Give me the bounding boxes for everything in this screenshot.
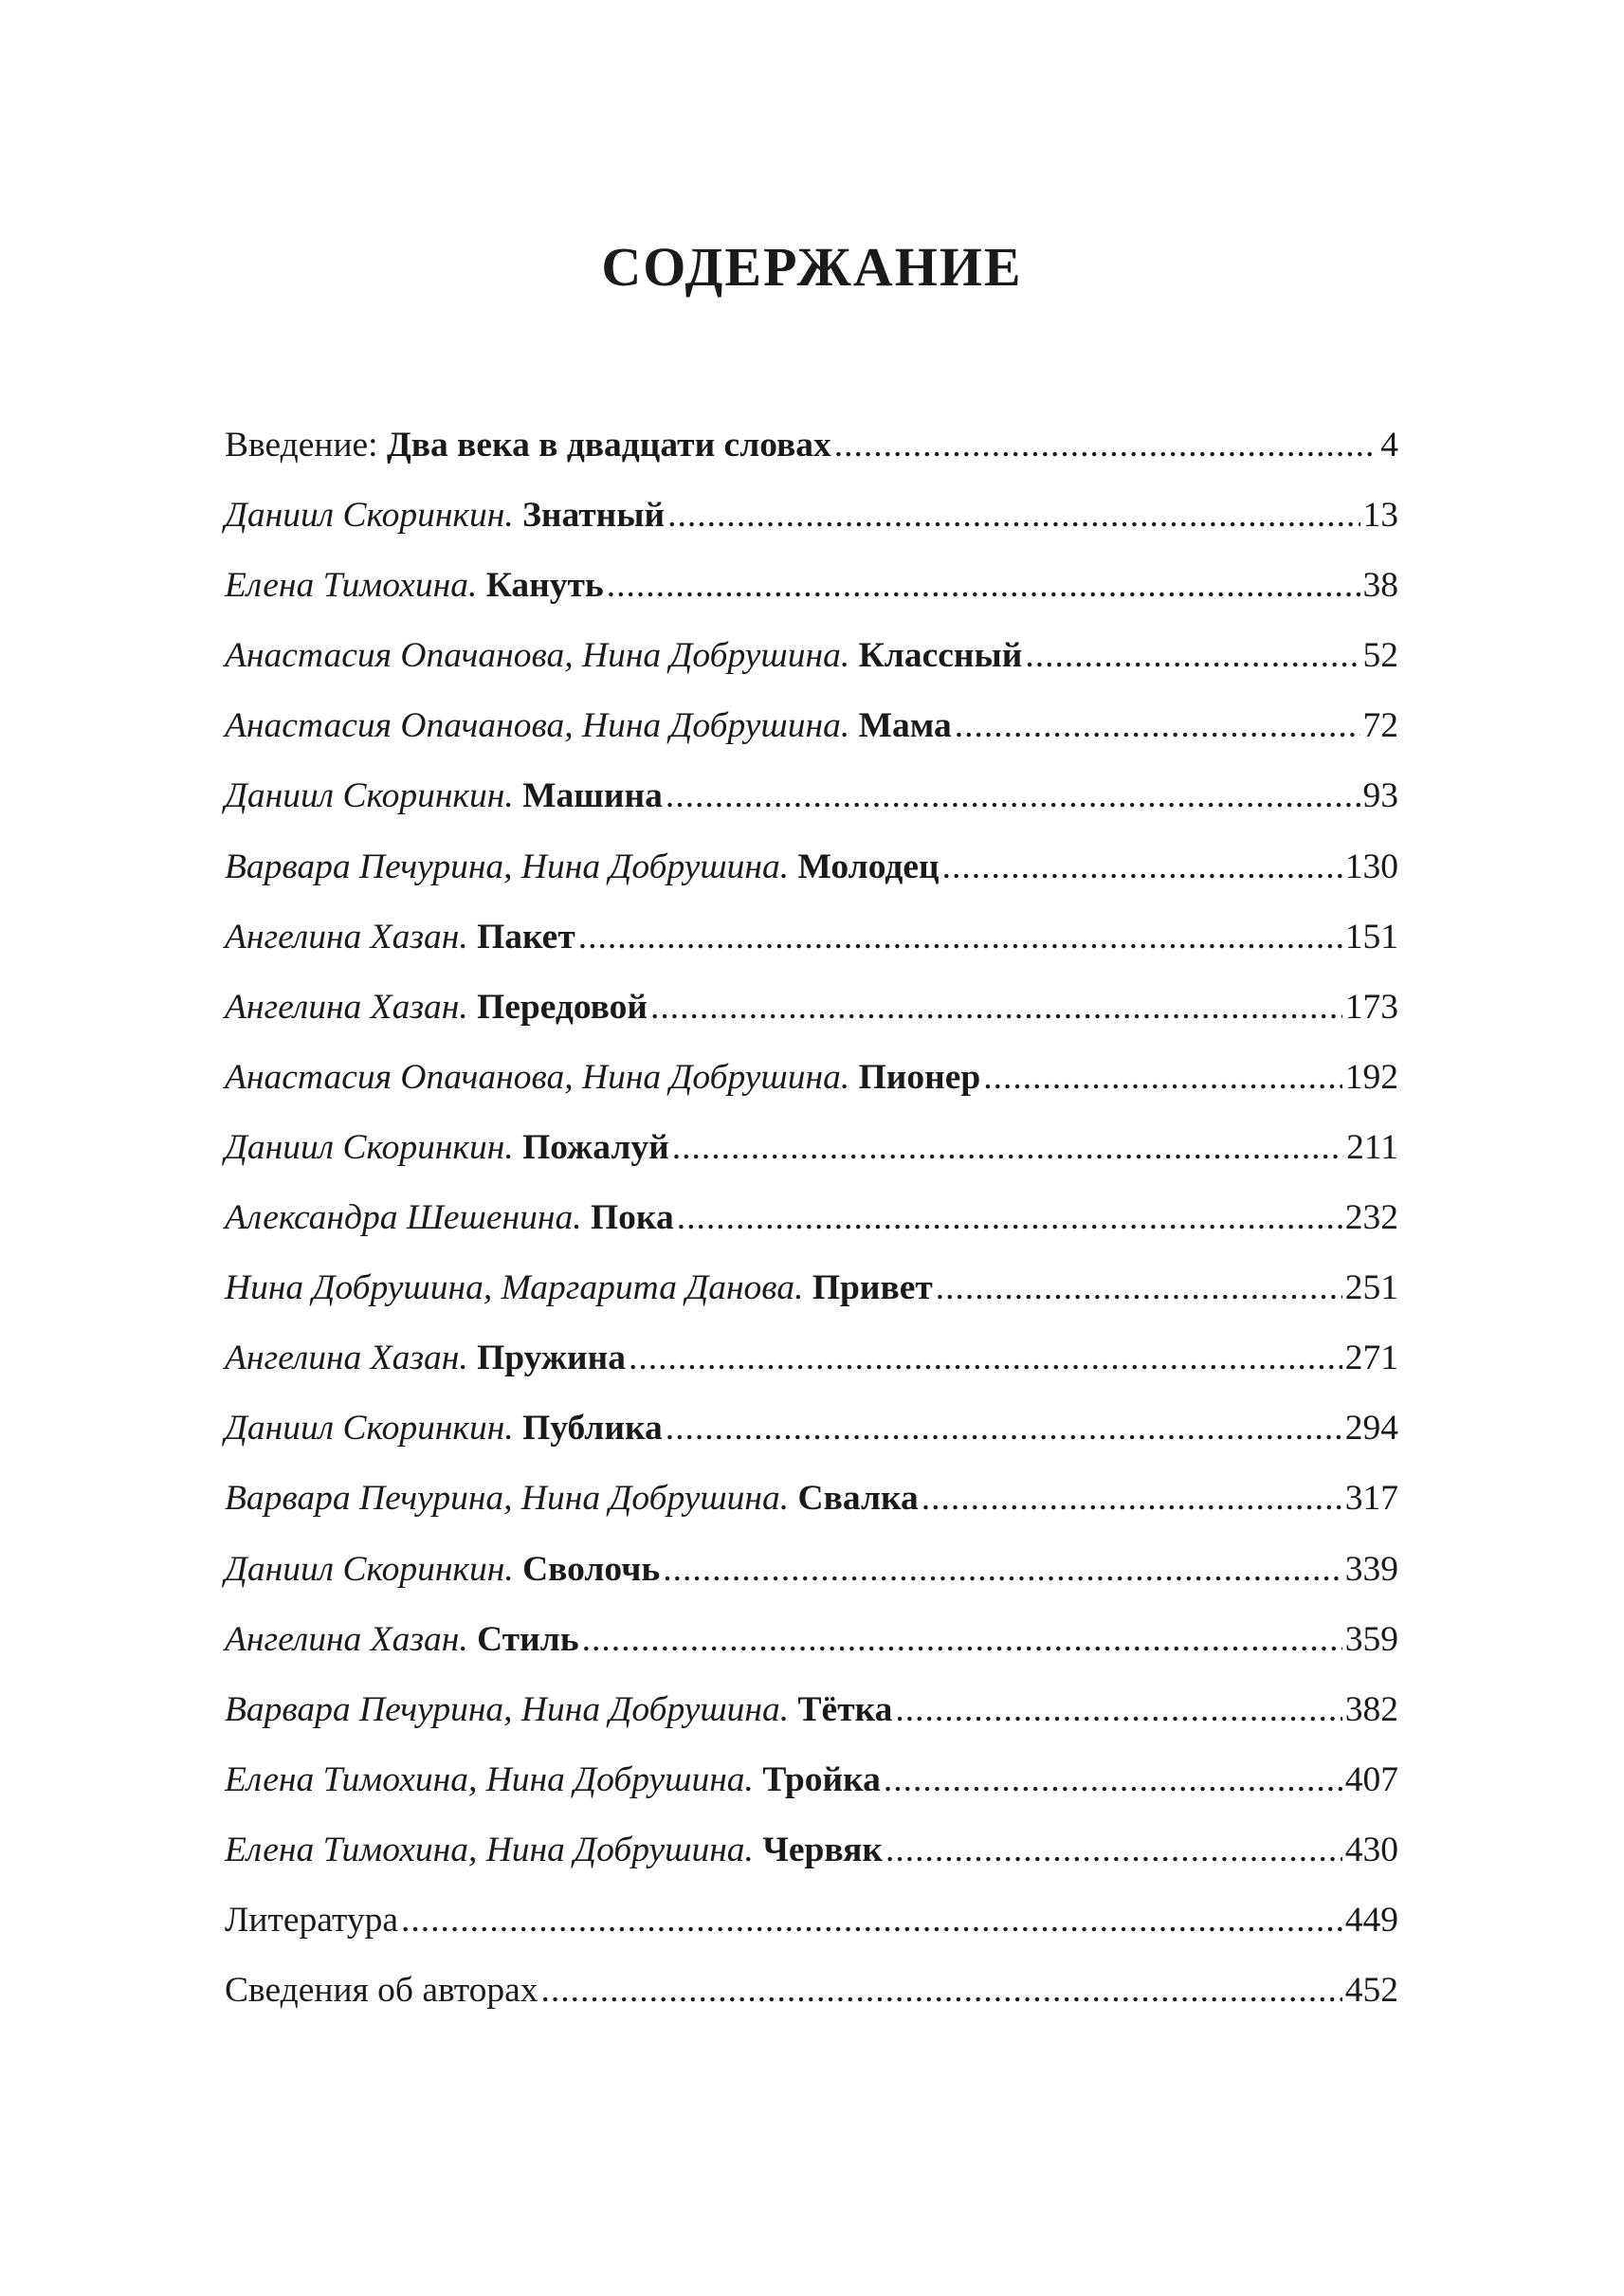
- toc-entry-author: Варвара Печурина, Нина Добрушина.: [225, 847, 798, 886]
- toc-entry-prefix: Введение:: [225, 426, 387, 465]
- page-title: СОДЕРЖАНИЕ: [601, 236, 1023, 298]
- toc-entry-page-number: 449: [1344, 1900, 1398, 1940]
- toc-entry[interactable]: [225, 1183, 1398, 1253]
- toc-entry[interactable]: [225, 973, 1398, 1043]
- toc-entry-title: [225, 1956, 538, 2026]
- toc-entry-author: Елена Тимохина, Нина Добрушина.: [225, 1759, 763, 1799]
- toc-entry-title: [225, 1464, 919, 1534]
- toc-entry-title: [225, 1323, 626, 1394]
- toc-entry[interactable]: [225, 1043, 1398, 1113]
- toc-entry-page-number: 13: [1362, 496, 1398, 536]
- toc-entry[interactable]: [225, 1323, 1398, 1394]
- toc-entry-title: [225, 691, 952, 761]
- toc-entry[interactable]: [225, 481, 1398, 551]
- toc-entry[interactable]: [225, 1394, 1398, 1464]
- toc-entry-word: Публика: [522, 1409, 663, 1449]
- toc-entry-word: Стиль: [477, 1619, 579, 1659]
- toc-entry-author: Александра Шешенина.: [225, 1198, 591, 1238]
- toc-entry-title: [225, 1043, 980, 1113]
- toc-entry-page-number: 359: [1344, 1619, 1398, 1659]
- toc-dot-leader: [541, 1956, 1342, 2026]
- toc-dot-leader: [884, 1745, 1342, 1815]
- toc-entry-page-number: 271: [1344, 1339, 1398, 1378]
- toc-entry[interactable]: [225, 1113, 1398, 1183]
- toc-dot-leader: [921, 1464, 1342, 1534]
- toc-entry-title: [225, 481, 665, 551]
- toc-entry-title: [225, 1886, 398, 1956]
- toc-entry-title: [225, 1113, 669, 1183]
- toc-entry-word: Мама: [858, 706, 952, 746]
- toc-entry-page-number: 173: [1344, 987, 1398, 1027]
- toc-entry-title: [225, 1605, 579, 1675]
- toc-entry[interactable]: [225, 1253, 1398, 1323]
- toc-entry-page-number: 4: [1380, 426, 1398, 465]
- toc-entry-title: [225, 1745, 881, 1815]
- toc-entry-title: [225, 1535, 660, 1605]
- toc-entry-page-number: 452: [1344, 1971, 1398, 2011]
- toc-entry-author: Елена Тимохина, Нина Добрушина.: [225, 1830, 763, 1869]
- toc-entry-word: Червяк: [762, 1830, 883, 1869]
- toc-entry-word: Привет: [812, 1268, 933, 1308]
- toc-entry-page-number: 38: [1362, 566, 1398, 606]
- toc-entry[interactable]: [225, 691, 1398, 761]
- toc-entry-word: Пока: [591, 1198, 674, 1238]
- toc-entry-author: Ангелина Хазан.: [225, 1339, 478, 1378]
- toc-dot-leader: [942, 832, 1342, 902]
- toc-dot-leader: [677, 1183, 1342, 1253]
- toc-dot-leader: [607, 551, 1360, 621]
- toc-entry[interactable]: [225, 1745, 1398, 1815]
- toc-entry-word: Машина: [522, 776, 663, 816]
- toc-dot-leader: [672, 1113, 1343, 1183]
- toc-entry-author: Елена Тимохина.: [225, 566, 486, 606]
- toc-entry[interactable]: [225, 551, 1398, 621]
- toc-dot-leader: [955, 691, 1360, 761]
- toc-entry-page-number: 251: [1344, 1268, 1398, 1308]
- toc-dot-leader: [983, 1043, 1342, 1113]
- toc-entry-author: Ангелина Хазан.: [225, 1619, 478, 1659]
- toc-entry[interactable]: [225, 1605, 1398, 1675]
- toc-entry-author: Ангелина Хазан.: [225, 917, 478, 957]
- toc-entry-page-number: 339: [1344, 1549, 1398, 1589]
- toc-entry-page-number: 232: [1344, 1198, 1398, 1238]
- toc-entry-title: [225, 761, 663, 831]
- toc-dot-leader: [401, 1886, 1342, 1956]
- toc-entry-author: Ангелина Хазан.: [225, 987, 478, 1027]
- toc-entry-title: [225, 902, 575, 973]
- toc-entry[interactable]: [225, 1815, 1398, 1886]
- toc-entry-word: Передовой: [477, 987, 648, 1027]
- toc-entry-author: Даниил Скоринкин.: [225, 1127, 523, 1167]
- toc-dot-leader: [895, 1675, 1341, 1745]
- toc-entry-author: Нина Добрушина, Маргарита Данова.: [225, 1268, 812, 1308]
- toc-entry-prefix: Сведения об авторах: [225, 1971, 538, 2011]
- toc-entry-word: Два века в двадцати словах: [386, 426, 831, 465]
- toc-entry-author: Даниил Скоринкин.: [225, 496, 523, 536]
- toc-entry[interactable]: [225, 1464, 1398, 1534]
- toc-entry-word: Пружина: [477, 1339, 627, 1378]
- toc-entry-page-number: 192: [1344, 1057, 1398, 1097]
- toc-entry-author: Анастасия Опачанова, Нина Добрушина.: [225, 636, 859, 676]
- toc-entry-author: Анастасия Опачанова, Нина Добрушина.: [225, 1057, 859, 1097]
- toc-entry-title: [225, 1394, 663, 1464]
- toc-entry-word: Сволочь: [522, 1549, 661, 1589]
- toc-entry[interactable]: [225, 902, 1398, 973]
- toc-entry-author: Даниил Скоринкин.: [225, 1549, 523, 1589]
- toc-entry-title: [225, 973, 648, 1043]
- toc-dot-leader: [666, 761, 1360, 831]
- toc-entry-word: Пакет: [477, 917, 575, 957]
- toc-entry[interactable]: [225, 1535, 1398, 1605]
- toc-entry-page-number: 130: [1344, 847, 1398, 886]
- toc-entry-word: Тётка: [797, 1689, 893, 1729]
- toc-entry[interactable]: [225, 1956, 1398, 2026]
- toc-dot-leader: [1025, 621, 1359, 691]
- toc-entry-word: Свалка: [797, 1479, 919, 1519]
- toc-entry-word: Знатный: [522, 496, 666, 536]
- toc-entry-page-number: 211: [1346, 1127, 1398, 1167]
- toc-entry[interactable]: [225, 621, 1398, 691]
- toc-entry-word: Кануть: [485, 566, 604, 606]
- toc-entry-prefix: Литература: [225, 1900, 398, 1940]
- toc-entry-title: [225, 1183, 674, 1253]
- toc-dot-leader: [936, 1253, 1342, 1323]
- toc-entry-word: Классный: [858, 636, 1023, 676]
- toc-entry-title: [225, 832, 940, 902]
- toc-dot-leader: [650, 973, 1342, 1043]
- toc-dot-leader: [663, 1535, 1342, 1605]
- toc-entry-title: [225, 621, 1022, 691]
- toc-dot-leader: [667, 481, 1359, 551]
- toc-entry-title: [225, 1675, 892, 1745]
- toc-entry-word: Пожалуй: [522, 1127, 669, 1167]
- toc-entry-word: Тройка: [762, 1759, 881, 1799]
- toc-entry-page-number: 407: [1344, 1759, 1398, 1799]
- toc-entry[interactable]: [225, 410, 1398, 481]
- toc-entry-author: Анастасия Опачанова, Нина Добрушина.: [225, 706, 859, 746]
- table-of-contents: [225, 410, 1398, 2026]
- toc-dot-leader: [578, 902, 1342, 973]
- toc-entry[interactable]: [225, 761, 1398, 831]
- toc-entry[interactable]: [225, 1886, 1398, 1956]
- toc-entry-author: Даниил Скоринкин.: [225, 776, 523, 816]
- toc-entry-author: Даниил Скоринкин.: [225, 1409, 523, 1449]
- toc-entry-title: [225, 1253, 933, 1323]
- toc-entry-author: Варвара Печурина, Нина Добрушина.: [225, 1479, 798, 1519]
- toc-dot-leader: [834, 410, 1378, 481]
- toc-dot-leader: [666, 1394, 1342, 1464]
- toc-dot-leader: [885, 1815, 1342, 1886]
- toc-dot-leader: [582, 1605, 1342, 1675]
- toc-entry-page-number: 52: [1362, 636, 1398, 676]
- toc-entry-title: [225, 410, 831, 481]
- toc-entry-page-number: 430: [1344, 1830, 1398, 1869]
- toc-entry-author: Варвара Печурина, Нина Добрушина.: [225, 1689, 798, 1729]
- toc-entry-word: Пионер: [858, 1057, 981, 1097]
- toc-entry-page-number: 151: [1344, 917, 1398, 957]
- toc-entry-page-number: 382: [1344, 1689, 1398, 1729]
- toc-entry-word: Молодец: [797, 847, 940, 886]
- toc-entry[interactable]: [225, 1675, 1398, 1745]
- toc-entry-title: [225, 1815, 883, 1886]
- toc-dot-leader: [629, 1323, 1342, 1394]
- toc-entry-page-number: 93: [1362, 776, 1398, 816]
- toc-entry-page-number: 294: [1344, 1409, 1398, 1449]
- toc-entry-page-number: 317: [1344, 1479, 1398, 1519]
- toc-entry-page-number: 72: [1362, 706, 1398, 746]
- toc-entry[interactable]: [225, 832, 1398, 902]
- toc-entry-title: [225, 551, 604, 621]
